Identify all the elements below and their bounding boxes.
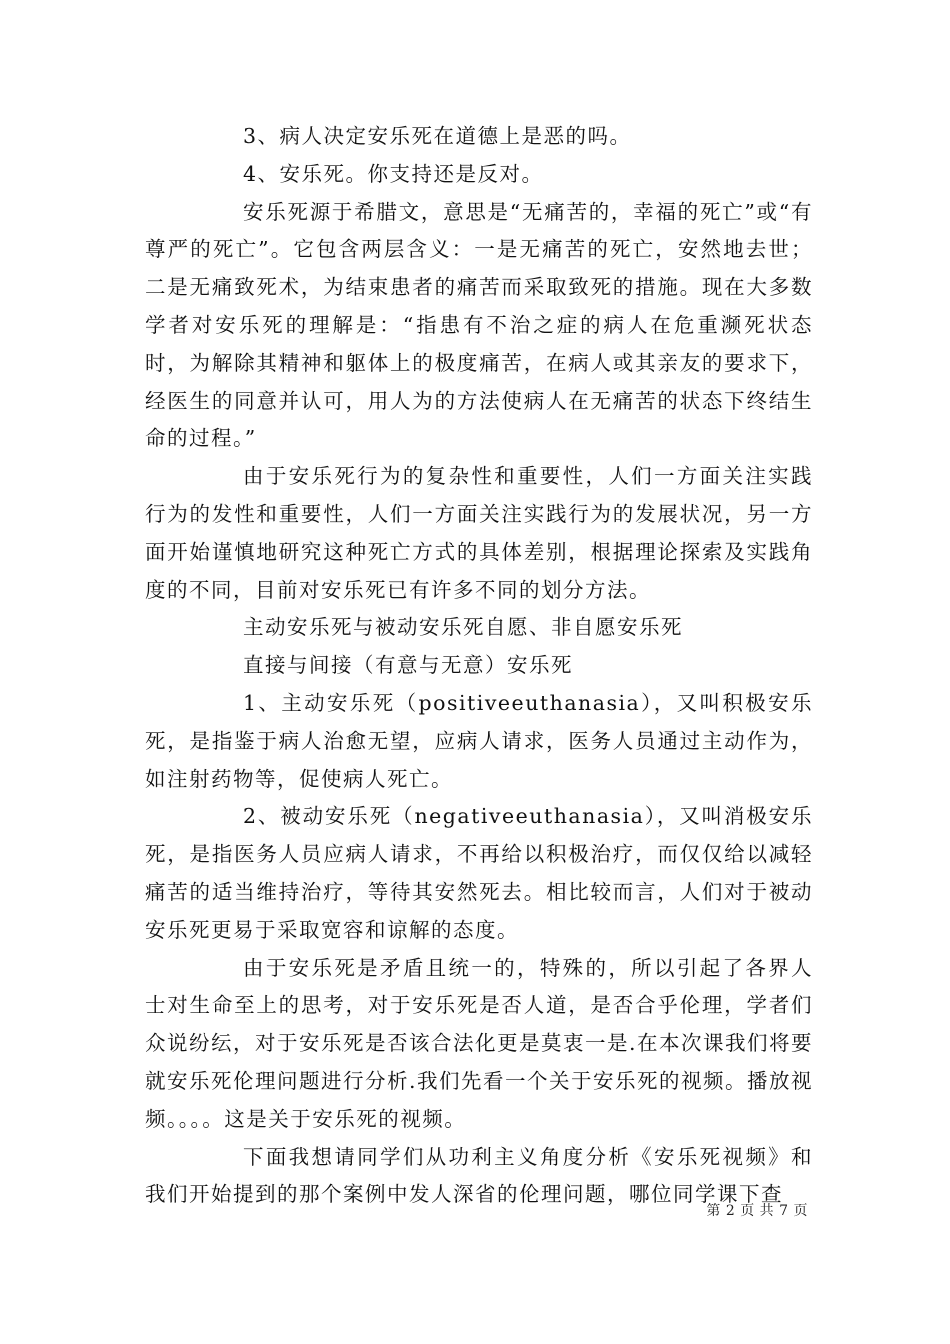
paragraph-classification: 由于安乐死行为的复杂性和重要性，人们一方面关注实践行为的发性和重要性，人们一方面关注实践行为的发展状况，另一方面开始谨慎地研究这种死亡方式的具体差别，根据理论探索及实践角度的不同，目前对安乐死已有许多不同的划分方法。 [145,464,813,602]
question-4: 4、安乐死。你支持还是反对。 [243,161,544,186]
document-body [145,118,813,1214]
paragraph-utilitarian-analysis: 下面我想请同学们从功利主义角度分析《安乐死视频》和我们开始提到的那个案例中发人深省的伦理问题，哪位同学课下查 [145,1144,813,1207]
paragraph-definition: 安乐死源于希腊文，意思是“无痛苦的，幸福的死亡”或“有尊严的死亡”。它包含两层含义：一是无痛苦的死亡，安然地去世；二是无痛致死术，为结束患者的痛苦而采取致死的措施。现在大多数学者对安乐死的理解是：“指患有不治之症的病人在危重濒死状态时，为解除其精神和躯体上的极度痛苦，在病人或其亲友的要求下，经医生的同意并认可，用人为的方法使病人在无痛苦的状态下终结生命的过程。” [145,199,813,451]
classification-line-1: 主动安乐死与被动安乐死自愿、非自愿安乐死 [243,615,683,640]
paragraph-ethics-debate: 由于安乐死是矛盾且统一的，特殊的，所以引起了各界人士对生命至上的思考，对于安乐死是否人道，是否合乎伦理，学者们众说纷纭，对于安乐死是否该合法化更是莫衷一是.在本次课我们将要就安乐死伦理问题进行分析.我们先看一个关于安乐死的视频。播放视频。。。。这是关于安乐死的视频。 [145,955,814,1131]
classification-line-2: 直接与间接（有意与无意）安乐死 [243,653,573,678]
paragraph-passive-euthanasia: 2、被动安乐死（negativeeuthanasia），又叫消极安乐死，是指医务人员应病人请求，不再给以积极治疗，而仅仅给以减轻痛苦的适当维持治疗，等待其安然死去。相比较而言，人们对于被动安乐死更易于采取宽容和谅解的态度。 [145,804,813,942]
question-3: 3、病人决定安乐死在道德上是恶的吗。 [243,124,632,148]
page-number-footer: 第 2 页 共 7 页 [706,1203,808,1219]
paragraph-active-euthanasia: 1、主动安乐死（positiveeuthanasia），又叫积极安乐死，是指鉴于病人治愈无望，应病人请求，医务人员通过主动作为，如注射药物等，促使病人死亡。 [145,690,813,791]
